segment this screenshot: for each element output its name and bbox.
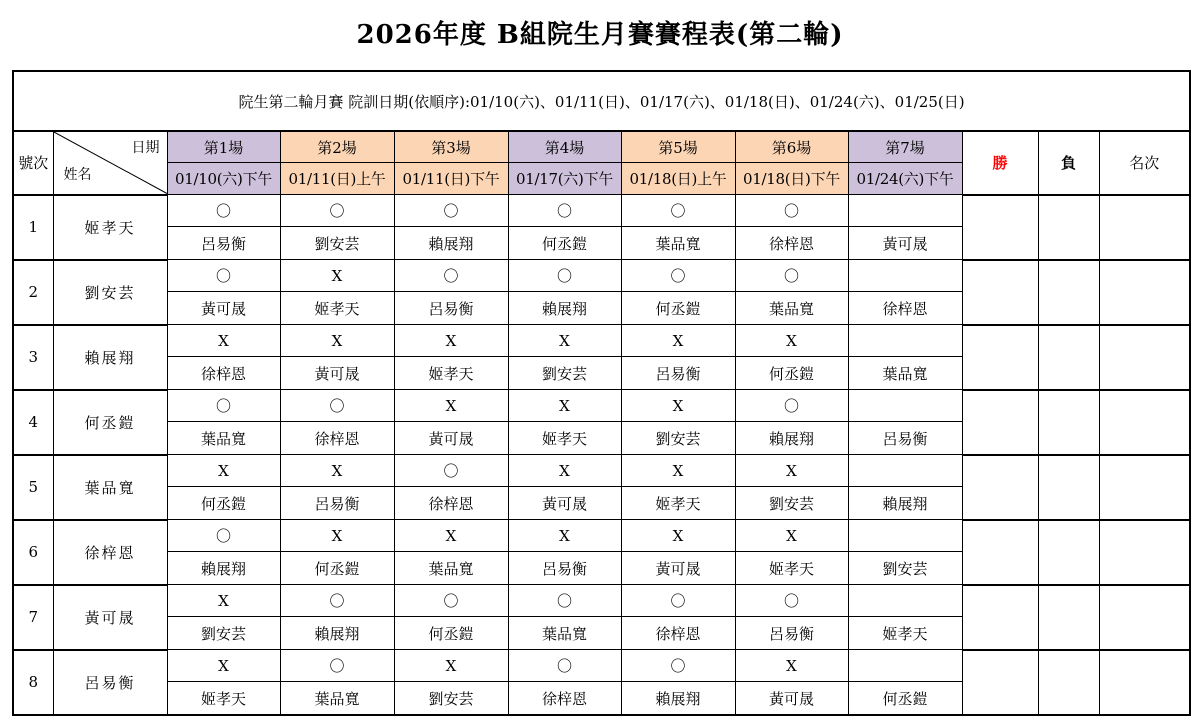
match-result: X (394, 520, 508, 552)
rank-value (1099, 585, 1190, 650)
rank-value (1099, 195, 1190, 260)
match-result: X (621, 455, 735, 487)
match-result (848, 260, 962, 292)
round-2-header: 第2場 (280, 131, 394, 163)
opponent-name: 徐梓恩 (848, 292, 962, 325)
opponent-name: 賴展翔 (848, 487, 962, 520)
match-result: 〇 (508, 195, 621, 227)
match-result (848, 195, 962, 227)
match-result: X (508, 390, 621, 422)
date-label: 日期 (131, 140, 160, 156)
opponent-name: 何丞鎧 (280, 552, 394, 585)
opponent-name: 葉品寬 (621, 227, 735, 260)
match-result: 〇 (735, 585, 848, 617)
opponent-name: 黃可晟 (394, 422, 508, 455)
lose-count (1038, 455, 1099, 520)
opponent-name: 黃可晟 (508, 487, 621, 520)
match-result: 〇 (167, 260, 280, 292)
round-6-header: 第6場 (735, 131, 848, 163)
player-name: 葉品寬 (53, 455, 167, 520)
match-result: X (167, 650, 280, 682)
match-result: 〇 (621, 650, 735, 682)
rank-value (1099, 520, 1190, 585)
opponent-name: 賴展翔 (508, 292, 621, 325)
opponent-name: 何丞鎧 (394, 617, 508, 650)
match-result (848, 585, 962, 617)
player-name: 徐梓恩 (53, 520, 167, 585)
rank-value (1099, 455, 1190, 520)
schedule-table (12, 70, 1191, 716)
opponent-name: 劉安芸 (621, 422, 735, 455)
player-number: 3 (13, 325, 53, 390)
opponent-name: 劉安芸 (735, 487, 848, 520)
player-name: 劉安芸 (53, 260, 167, 325)
opponent-name: 呂易衡 (848, 422, 962, 455)
match-result: 〇 (280, 585, 394, 617)
match-result: X (280, 260, 394, 292)
rank-value (1099, 650, 1190, 716)
opponent-name: 劉安芸 (280, 227, 394, 260)
match-result: 〇 (280, 650, 394, 682)
opponent-name: 葉品寬 (508, 617, 621, 650)
round-7-date: 01/24(六)下午 (848, 163, 962, 195)
opponent-name: 葉品寬 (848, 357, 962, 390)
player-row (13, 585, 1190, 617)
match-result: 〇 (508, 650, 621, 682)
match-result (848, 325, 962, 357)
opponent-name: 黃可晟 (621, 552, 735, 585)
match-result: 〇 (621, 260, 735, 292)
win-count (962, 455, 1038, 520)
match-result: X (167, 585, 280, 617)
number-header: 號次 (13, 131, 53, 195)
player-number: 2 (13, 260, 53, 325)
round-2-date: 01/11(日)上午 (280, 163, 394, 195)
round-1-header: 第1場 (167, 131, 280, 163)
win-count (962, 325, 1038, 390)
round-5-header: 第5場 (621, 131, 735, 163)
opponent-name: 呂易衡 (394, 292, 508, 325)
win-count (962, 260, 1038, 325)
match-result: X (508, 520, 621, 552)
match-result: 〇 (280, 390, 394, 422)
player-row (13, 390, 1190, 422)
win-count (962, 585, 1038, 650)
match-result: X (621, 390, 735, 422)
lose-count (1038, 325, 1099, 390)
opponent-name: 葉品寬 (394, 552, 508, 585)
opponent-name: 何丞鎧 (735, 357, 848, 390)
round-6-date: 01/18(日)下午 (735, 163, 848, 195)
match-result: X (394, 650, 508, 682)
player-row (13, 455, 1190, 487)
lose-count (1038, 390, 1099, 455)
player-number: 1 (13, 195, 53, 260)
opponent-name: 何丞鎧 (848, 682, 962, 716)
match-result: 〇 (394, 260, 508, 292)
match-result (848, 650, 962, 682)
match-result (848, 520, 962, 552)
lose-count (1038, 585, 1099, 650)
lose-count (1038, 260, 1099, 325)
round-4-date: 01/17(六)下午 (508, 163, 621, 195)
rank-value (1099, 325, 1190, 390)
rank-header: 名次 (1099, 131, 1190, 195)
name-label: 姓名 (63, 166, 92, 183)
opponent-name: 葉品寬 (280, 682, 394, 716)
opponent-name: 徐梓恩 (394, 487, 508, 520)
opponent-name: 賴展翔 (735, 422, 848, 455)
opponent-name: 賴展翔 (621, 682, 735, 716)
opponent-name: 黃可晟 (848, 227, 962, 260)
opponent-name: 姬孝天 (280, 292, 394, 325)
player-name: 賴展翔 (53, 325, 167, 390)
match-result: X (621, 520, 735, 552)
player-name: 姬孝天 (53, 195, 167, 260)
player-name: 呂易衡 (53, 650, 167, 716)
match-result: X (735, 325, 848, 357)
opponent-name: 賴展翔 (394, 227, 508, 260)
player-name: 何丞鎧 (53, 390, 167, 455)
match-result: 〇 (735, 195, 848, 227)
player-name: 黃可晟 (53, 585, 167, 650)
opponent-name: 徐梓恩 (167, 357, 280, 390)
match-result: 〇 (735, 390, 848, 422)
win-count (962, 195, 1038, 260)
match-result: X (280, 520, 394, 552)
lose-count (1038, 520, 1099, 585)
match-result: 〇 (508, 585, 621, 617)
match-result: 〇 (621, 195, 735, 227)
opponent-name: 姬孝天 (508, 422, 621, 455)
opponent-name: 劉安芸 (848, 552, 962, 585)
opponent-name: 何丞鎧 (621, 292, 735, 325)
opponent-name: 姬孝天 (394, 357, 508, 390)
opponent-name: 徐梓恩 (621, 617, 735, 650)
opponent-name: 黃可晟 (167, 292, 280, 325)
opponent-name: 呂易衡 (735, 617, 848, 650)
opponent-name: 徐梓恩 (508, 682, 621, 716)
opponent-name: 黃可晟 (735, 682, 848, 716)
opponent-name: 賴展翔 (280, 617, 394, 650)
match-result: 〇 (394, 195, 508, 227)
opponent-name: 姬孝天 (167, 682, 280, 716)
rank-value (1099, 260, 1190, 325)
opponent-name: 呂易衡 (508, 552, 621, 585)
round-1-date: 01/10(六)下午 (167, 163, 280, 195)
date-name-header (53, 131, 167, 195)
lose-count (1038, 650, 1099, 716)
opponent-name: 賴展翔 (167, 552, 280, 585)
match-result: 〇 (280, 195, 394, 227)
win-count (962, 520, 1038, 585)
opponent-name: 呂易衡 (167, 227, 280, 260)
match-result: 〇 (167, 520, 280, 552)
match-result: 〇 (735, 260, 848, 292)
match-result: 〇 (394, 455, 508, 487)
opponent-name: 呂易衡 (280, 487, 394, 520)
match-result (848, 455, 962, 487)
win-count (962, 650, 1038, 716)
lose-header: 負 (1038, 131, 1099, 195)
match-result: X (508, 325, 621, 357)
match-result: 〇 (394, 585, 508, 617)
round-5-date: 01/18(日)上午 (621, 163, 735, 195)
round-7-header: 第7場 (848, 131, 962, 163)
round-3-date: 01/11(日)下午 (394, 163, 508, 195)
player-number: 4 (13, 390, 53, 455)
player-number: 6 (13, 520, 53, 585)
opponent-name: 劉安芸 (508, 357, 621, 390)
opponent-name: 徐梓恩 (280, 422, 394, 455)
player-row (13, 650, 1190, 682)
round-3-header: 第3場 (394, 131, 508, 163)
win-count (962, 390, 1038, 455)
opponent-name: 黃可晟 (280, 357, 394, 390)
training-dates-info: 院生第二輪月賽 院訓日期(依順序):01/10(六)、01/11(日)、01/17(六)、01/18(日)、01/24(六)、01/25(日) (13, 71, 1190, 131)
match-result: X (394, 325, 508, 357)
match-result: 〇 (167, 390, 280, 422)
player-number: 5 (13, 455, 53, 520)
match-result: X (735, 455, 848, 487)
match-result: X (167, 455, 280, 487)
opponent-name: 姬孝天 (621, 487, 735, 520)
match-result: X (508, 455, 621, 487)
match-result: X (167, 325, 280, 357)
opponent-name: 葉品寬 (167, 422, 280, 455)
opponent-name: 呂易衡 (621, 357, 735, 390)
opponent-name: 劉安芸 (167, 617, 280, 650)
match-result: X (735, 520, 848, 552)
page-title: 2026年度 B組院生月賽賽程表(第二輪) (356, 20, 844, 50)
win-header: 勝 (962, 131, 1038, 195)
player-row (13, 260, 1190, 292)
match-result: 〇 (167, 195, 280, 227)
round-4-header: 第4場 (508, 131, 621, 163)
player-row (13, 520, 1190, 552)
match-result: 〇 (621, 585, 735, 617)
match-result: X (280, 325, 394, 357)
match-result: X (621, 325, 735, 357)
opponent-name: 徐梓恩 (735, 227, 848, 260)
opponent-name: 姬孝天 (735, 552, 848, 585)
match-result: X (735, 650, 848, 682)
player-row (13, 325, 1190, 357)
opponent-name: 何丞鎧 (508, 227, 621, 260)
opponent-name: 姬孝天 (848, 617, 962, 650)
match-result: X (394, 390, 508, 422)
rank-value (1099, 390, 1190, 455)
player-number: 8 (13, 650, 53, 716)
opponent-name: 何丞鎧 (167, 487, 280, 520)
opponent-name: 葉品寬 (735, 292, 848, 325)
match-result: 〇 (508, 260, 621, 292)
player-number: 7 (13, 585, 53, 650)
opponent-name: 劉安芸 (394, 682, 508, 716)
match-result: X (280, 455, 394, 487)
player-row (13, 195, 1190, 227)
lose-count (1038, 195, 1099, 260)
match-result (848, 390, 962, 422)
